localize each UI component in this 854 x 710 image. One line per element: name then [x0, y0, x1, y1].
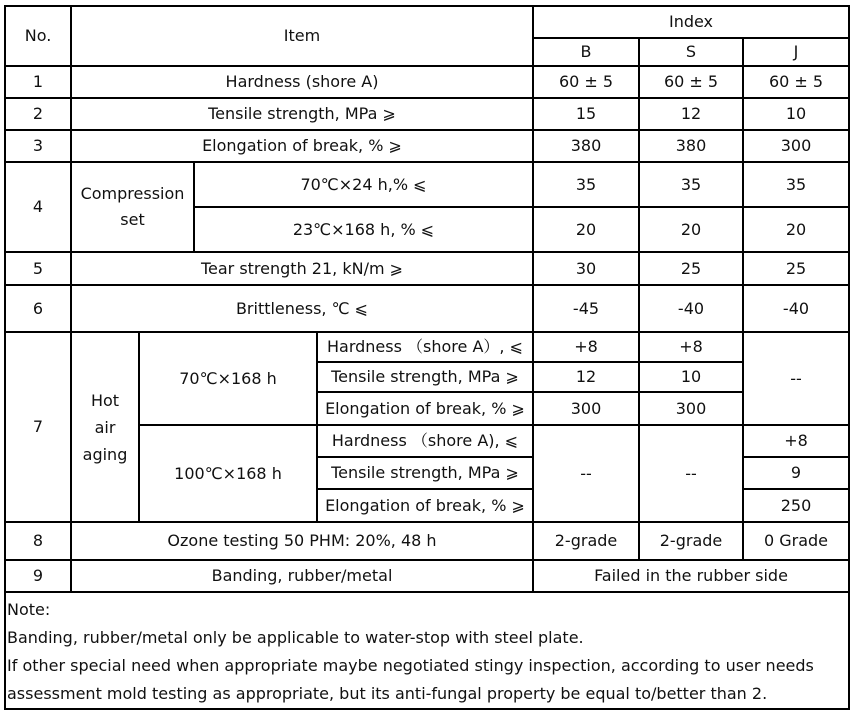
condition-label: 70℃×24 h,% ⩽ [194, 162, 533, 207]
row-no: 3 [5, 130, 71, 162]
rubber-spec-table [4, 5, 850, 710]
value-j: 35 [743, 162, 849, 207]
value-b: 35 [533, 162, 639, 207]
value-s: 60 ± 5 [639, 66, 743, 98]
value-b: 380 [533, 130, 639, 162]
property-label: Tensile strength, MPa ⩾ [317, 457, 533, 489]
table-row [5, 98, 849, 130]
value-b: 15 [533, 98, 639, 130]
value-j: +8 [743, 425, 849, 457]
property-label: Elongation of break, % ⩾ [317, 489, 533, 522]
value-s: -- [639, 425, 743, 522]
table-row [5, 285, 849, 332]
condition-label: 23℃×168 h, % ⩽ [194, 207, 533, 252]
row-no: 5 [5, 252, 71, 285]
value-b: +8 [533, 332, 639, 362]
compression-set-label [71, 162, 194, 252]
value-j: 0 Grade [743, 522, 849, 560]
property-label: Hardness （shore A）, ⩽ [317, 332, 533, 362]
value-s: 10 [639, 362, 743, 392]
row-no: 4 [5, 162, 71, 252]
table-row [5, 66, 849, 98]
table-row [5, 130, 849, 162]
row-no: 7 [5, 332, 71, 522]
header-item: Item [71, 6, 533, 66]
group-label-line: aging [82, 444, 128, 464]
value-b: -- [533, 425, 639, 522]
value-b: 300 [533, 392, 639, 425]
row-item: Ozone testing 50 PHM: 20%, 48 h [71, 522, 533, 560]
table-row [5, 560, 849, 592]
value-s: 20 [639, 207, 743, 252]
header-row [5, 6, 849, 38]
header-no: No. [5, 6, 71, 66]
value-s: 12 [639, 98, 743, 130]
group-label-line: air [94, 417, 116, 437]
row-item: Tensile strength, MPa ⩾ [71, 98, 533, 130]
value-j: 250 [743, 489, 849, 522]
hot-air-aging-label [71, 332, 139, 522]
table-row [5, 162, 849, 207]
header-b: B [533, 38, 639, 66]
property-label: Elongation of break, % ⩾ [317, 392, 533, 425]
row-no: 8 [5, 522, 71, 560]
value-b: 2-grade [533, 522, 639, 560]
row-item: Brittleness, ℃ ⩽ [71, 285, 533, 332]
table-row [5, 252, 849, 285]
value-s: 300 [639, 392, 743, 425]
value-s: 380 [639, 130, 743, 162]
note-line: assessment mold testing as appropriate, but its anti-fungal property be equal to/better than 2. [7, 684, 768, 703]
value-result: Failed in the rubber side [533, 560, 849, 592]
header-s: S [639, 38, 743, 66]
group-label-line: set [120, 210, 145, 229]
row-no: 6 [5, 285, 71, 332]
property-label: Tensile strength, MPa ⩾ [317, 362, 533, 392]
value-j: 300 [743, 130, 849, 162]
temp-70-label: 70℃×168 h [139, 332, 317, 425]
header-j: J [743, 38, 849, 66]
value-j: 60 ± 5 [743, 66, 849, 98]
group-label-line: Compression [80, 184, 185, 203]
note-title: Note: [7, 600, 51, 619]
value-j: 10 [743, 98, 849, 130]
header-index: Index [533, 6, 849, 38]
table-row [5, 522, 849, 560]
temp-100-label: 100℃×168 h [139, 425, 317, 522]
value-s: +8 [639, 332, 743, 362]
table-row [5, 332, 849, 362]
row-item: Banding, rubber/metal [71, 560, 533, 592]
note-line: If other special need when appropriate maybe negotiated stingy inspection, according to user needs [7, 656, 814, 675]
row-no: 2 [5, 98, 71, 130]
note-row [5, 592, 849, 709]
value-b: 20 [533, 207, 639, 252]
value-j: -40 [743, 285, 849, 332]
group-label-line: Hot [90, 390, 120, 410]
value-s: 35 [639, 162, 743, 207]
value-b: 60 ± 5 [533, 66, 639, 98]
note-cell [5, 592, 849, 709]
property-label: Hardness （shore A), ⩽ [317, 425, 533, 457]
value-s: 2-grade [639, 522, 743, 560]
note-line: Banding, rubber/metal only be applicable to water-stop with steel plate. [7, 628, 584, 647]
value-j: -- [743, 332, 849, 425]
row-item: Elongation of break, % ⩾ [71, 130, 533, 162]
value-j: 9 [743, 457, 849, 489]
value-b: 12 [533, 362, 639, 392]
value-b: 30 [533, 252, 639, 285]
value-j: 20 [743, 207, 849, 252]
row-item: Hardness (shore A) [71, 66, 533, 98]
value-b: -45 [533, 285, 639, 332]
value-s: 25 [639, 252, 743, 285]
row-no: 9 [5, 560, 71, 592]
value-s: -40 [639, 285, 743, 332]
value-j: 25 [743, 252, 849, 285]
row-no: 1 [5, 66, 71, 98]
row-item: Tear strength 21, kN/m ⩾ [71, 252, 533, 285]
